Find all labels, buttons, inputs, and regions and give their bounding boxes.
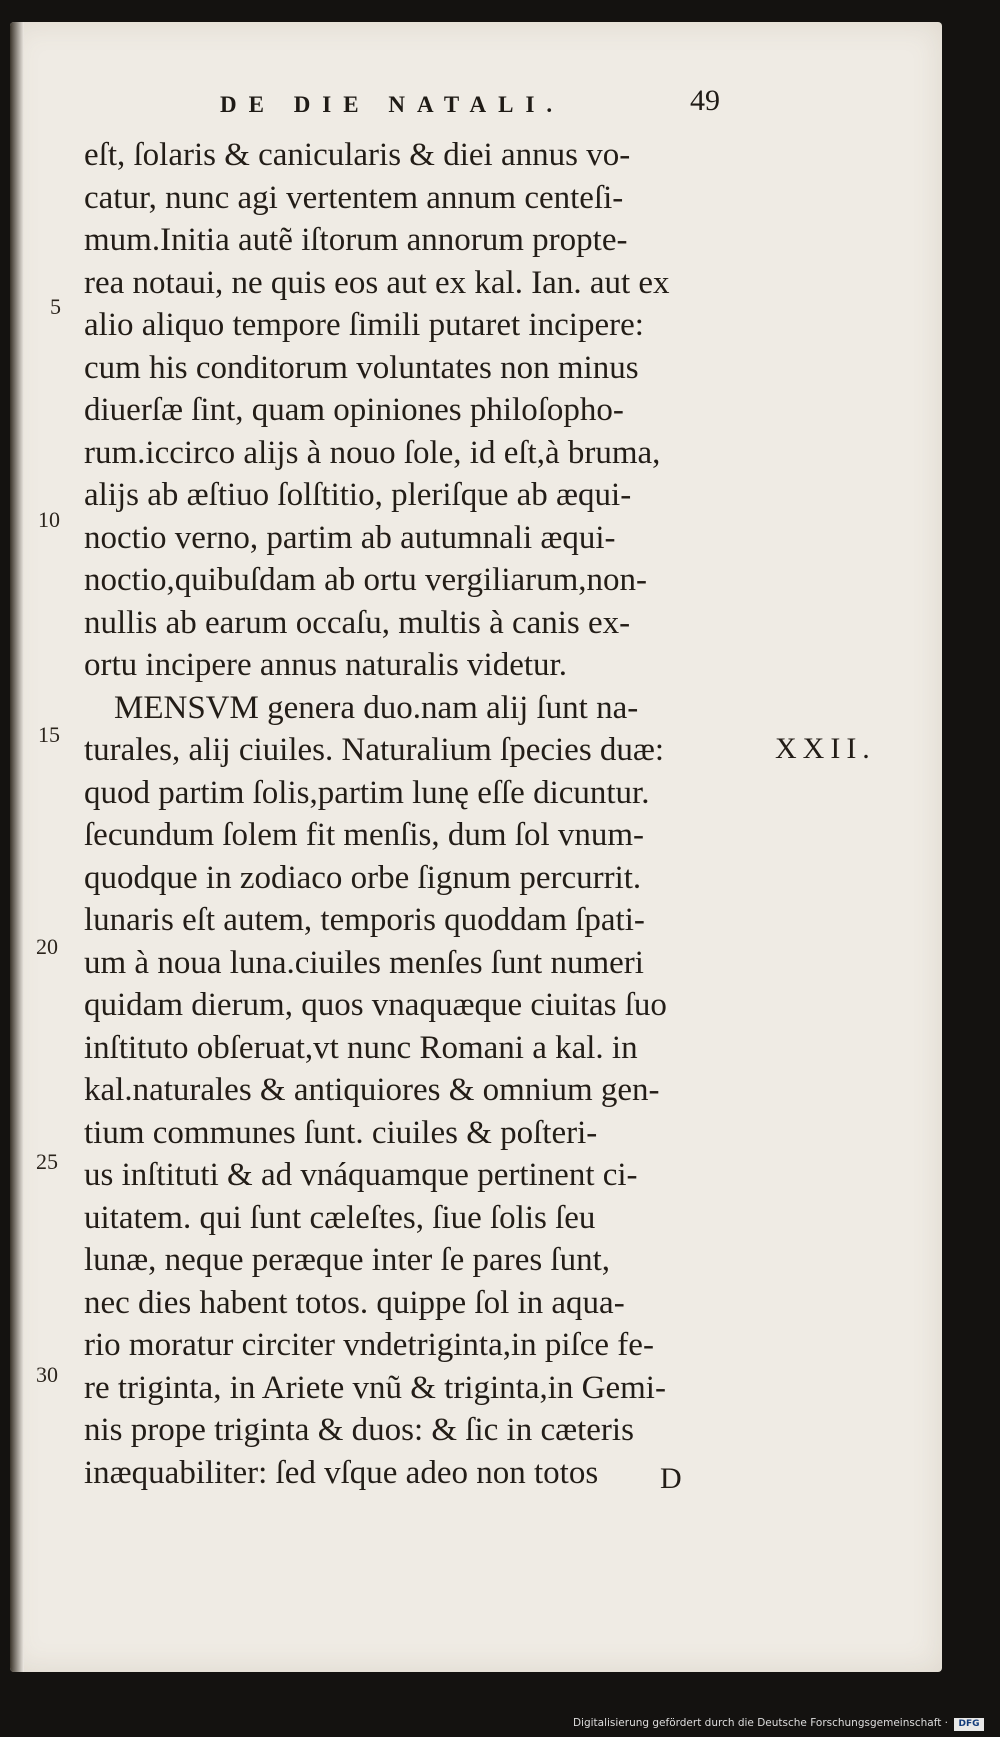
text-line: catur, nunc agi vertentem annum centeſi- [84,179,624,216]
text-line: mum.Initia autẽ iſtorum annorum propte- [84,222,628,258]
text-line: diuerſæ ſint, quam opiniones philoſopho- [84,392,624,428]
text-line: nis prope triginta & duos: & ſic in cæteris [84,1412,634,1448]
margin-line-number: 20 [36,934,58,959]
text-line: quod partim ſolis,partim lunę eſſe dicuntur. [84,774,650,811]
margin-line-number: 10 [38,507,60,532]
margin-line-number: 15 [38,722,60,747]
text-line: alijs ab æſtiuo ſolſtitio, pleriſque ab æqui- [84,477,632,513]
body-text [84,134,774,1494]
footer-bar [0,1716,992,1734]
text-line: lunaris eſt autem, temporis quoddam ſpati- [84,902,645,938]
margin-line-number: 5 [50,294,61,319]
marginal-chapter-number: XXII. [775,732,876,765]
margin-line-number: 25 [36,1149,58,1174]
text-line: ortu incipere annus naturalis videtur. [84,647,567,683]
text-line: rio moratur circiter vndetriginta,in piſce fe- [84,1327,654,1363]
text-line: rum.iccirco alijs à nouo ſole, id eſt,à bruma, [84,434,661,471]
text-line: ſecundum ſolem fit menſis, dum ſol vnum- [84,817,645,853]
text-line: eſt, ſolaris & canicularis & diei annus vo- [84,137,631,173]
text-line: cum his conditorum voluntates non minus [84,349,639,386]
text-line: inſtituto obſeruat,vt nunc Romani a kal. in [84,1029,638,1066]
text-line: uitatem. qui ſunt cæleſtes, ſiue ſolis ſeu [84,1199,596,1236]
text-line: rea notaui, ne quis eos aut ex kal. Ian. aut ex [84,264,670,301]
text-line: us inſtituti & ad vnáquamque pertinent ci- [84,1157,638,1193]
text-line: lunæ, neque peræque inter ſe pares ſunt, [84,1242,611,1278]
book-page [10,22,942,1672]
footer-credit: Digitalisierung gefördert durch die Deutsche Forschungsgemeinschaft · [572,1717,948,1729]
text-line: quodque in zodiaco orbe ſignum percurrit. [84,859,642,896]
text-line: um à noua luna.ciuiles menſes ſunt numeri [84,944,644,981]
signature-mark: D [660,1462,682,1495]
dfg-logo: DFG [954,1718,984,1731]
text-line: nec dies habent totos. quippe ſol in aqua- [84,1284,625,1321]
text-line: quidam dierum, quos vnaquæque ciuitas ſuo [84,987,667,1023]
text-line: alio aliquo tempore ſimili putaret incipere: [84,307,644,343]
text-line: noctio verno, partim ab autumnali æqui- [84,519,616,556]
page-gutter [10,22,24,1672]
text-line: tium communes ſunt. ciuiles & poſteri- [84,1114,598,1151]
text-line: kal.naturales & antiquiores & omnium gen- [84,1072,660,1108]
text-line: nullis ab earum occaſu, multis à canis ex- [84,604,631,641]
folio-number: 49 [690,84,720,117]
text-line: noctio,quibuſdam ab ortu vergiliarum,non- [84,562,648,598]
text-line: inæquabiliter: ſed vſque adeo non totos [84,1454,599,1491]
text-line: MENSVM genera duo.nam alij ſunt na- [114,689,639,726]
text-line: turales, alij ciuiles. Naturalium ſpecies duæ: [84,732,665,768]
running-title: DE DIE NATALI. [220,92,565,117]
page-header [190,74,750,124]
margin-line-number: 30 [36,1362,58,1387]
text-line: re triginta, in Ariete vnũ & triginta,in Gemi- [84,1369,666,1406]
